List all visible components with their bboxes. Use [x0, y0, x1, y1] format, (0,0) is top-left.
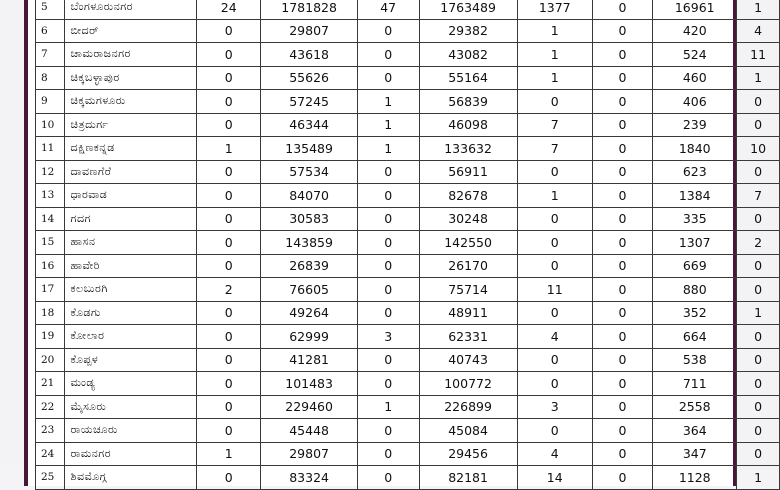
table-row: [36, 90, 780, 114]
data-cell: 29807: [261, 19, 357, 43]
table-row: [36, 442, 780, 466]
data-cell: 75714: [419, 278, 517, 302]
row-number: 9: [36, 90, 65, 114]
data-cell: 46098: [419, 113, 517, 137]
district-name: ಚಿಕ್ಕಬಳ್ಳಾಪುರ: [64, 66, 197, 90]
data-cell: 62999: [261, 325, 357, 349]
district-name: ಧಾರವಾಡ: [64, 184, 197, 208]
data-cell: 0: [357, 466, 419, 490]
data-cell: 0: [357, 278, 419, 302]
data-cell: 0: [357, 231, 419, 255]
data-cell: 0: [737, 90, 780, 114]
data-cell: 45084: [419, 419, 517, 443]
data-cell: 0: [197, 231, 261, 255]
data-cell: 711: [653, 372, 737, 396]
data-cell: 0: [592, 0, 653, 19]
district-name: ಮೈಸೂರು: [64, 395, 197, 419]
data-cell: 4: [517, 325, 592, 349]
row-number: 22: [36, 395, 65, 419]
data-cell: 1384: [653, 184, 737, 208]
data-cell: 1: [357, 395, 419, 419]
data-cell: 0: [357, 19, 419, 43]
data-cell: 0: [517, 90, 592, 114]
data-cell: 0: [197, 419, 261, 443]
table-row: [36, 184, 780, 208]
data-cell: 14: [517, 466, 592, 490]
data-cell: 0: [197, 184, 261, 208]
table-row: [36, 395, 780, 419]
row-number: 25: [36, 466, 65, 490]
data-cell: 1377: [517, 0, 592, 19]
data-cell: 0: [197, 207, 261, 231]
data-cell: 352: [653, 301, 737, 325]
row-number: 16: [36, 254, 65, 278]
data-cell: 26839: [261, 254, 357, 278]
data-cell: 1: [357, 90, 419, 114]
data-cell: 11: [517, 278, 592, 302]
data-cell: 1: [737, 0, 780, 19]
district-name: ದಾವಣಗೆರೆ: [64, 160, 197, 184]
data-cell: 0: [737, 207, 780, 231]
data-cell: 30248: [419, 207, 517, 231]
data-cell: 0: [592, 66, 653, 90]
district-name: ಕಲಬುರಗಿ: [64, 278, 197, 302]
data-cell: 0: [197, 160, 261, 184]
data-cell: 1: [197, 137, 261, 161]
table-row: [36, 278, 780, 302]
data-cell: 1128: [653, 466, 737, 490]
data-cell: 420: [653, 19, 737, 43]
data-cell: 0: [197, 66, 261, 90]
data-cell: 0: [737, 395, 780, 419]
data-cell: 880: [653, 278, 737, 302]
data-cell: 43618: [261, 43, 357, 67]
data-cell: 0: [197, 348, 261, 372]
data-cell: 0: [517, 160, 592, 184]
data-cell: 0: [592, 184, 653, 208]
data-cell: 0: [592, 372, 653, 396]
row-number: 6: [36, 19, 65, 43]
data-cell: 2558: [653, 395, 737, 419]
district-name: ಚಾಮರಾಜನಗರ: [64, 43, 197, 67]
data-cell: 0: [357, 301, 419, 325]
data-cell: 57245: [261, 90, 357, 114]
data-cell: 1840: [653, 137, 737, 161]
data-cell: 100772: [419, 372, 517, 396]
district-covid-table: [35, 0, 780, 490]
data-cell: 0: [592, 90, 653, 114]
row-number: 19: [36, 325, 65, 349]
data-cell: 10: [737, 137, 780, 161]
row-number: 21: [36, 372, 65, 396]
data-cell: 56911: [419, 160, 517, 184]
data-cell: 0: [737, 372, 780, 396]
data-cell: 0: [357, 419, 419, 443]
table-row: [36, 160, 780, 184]
data-cell: 4: [737, 19, 780, 43]
data-cell: 82181: [419, 466, 517, 490]
data-cell: 29456: [419, 442, 517, 466]
table-row: [36, 466, 780, 490]
row-number: 24: [36, 442, 65, 466]
table-row: [36, 0, 780, 19]
table-row: [36, 301, 780, 325]
data-cell: 0: [737, 442, 780, 466]
data-cell: 48911: [419, 301, 517, 325]
data-cell: 3: [517, 395, 592, 419]
data-cell: 57534: [261, 160, 357, 184]
data-cell: 0: [592, 160, 653, 184]
data-cell: 0: [517, 254, 592, 278]
data-cell: 0: [592, 301, 653, 325]
district-name: ಬೀದರ್: [64, 19, 197, 43]
data-cell: 24: [197, 0, 261, 19]
district-name: ಶಿವಮೊಗ್ಗ: [64, 466, 197, 490]
data-cell: 524: [653, 43, 737, 67]
data-cell: 43082: [419, 43, 517, 67]
data-cell: 0: [592, 113, 653, 137]
row-number: 18: [36, 301, 65, 325]
data-cell: 142550: [419, 231, 517, 255]
data-cell: 1: [197, 442, 261, 466]
data-cell: 0: [517, 372, 592, 396]
data-cell: 11: [737, 43, 780, 67]
table-row: [36, 254, 780, 278]
data-cell: 664: [653, 325, 737, 349]
table-row: [36, 43, 780, 67]
table-row: [36, 348, 780, 372]
data-cell: 0: [737, 348, 780, 372]
data-cell: 226899: [419, 395, 517, 419]
district-name: ಗದಗ: [64, 207, 197, 231]
data-cell: 0: [517, 348, 592, 372]
data-cell: 0: [357, 43, 419, 67]
data-cell: 0: [517, 301, 592, 325]
data-cell: 0: [197, 372, 261, 396]
row-number: 12: [36, 160, 65, 184]
data-cell: 0: [737, 419, 780, 443]
data-cell: 47: [357, 0, 419, 19]
data-cell: 0: [737, 254, 780, 278]
data-cell: 1: [737, 66, 780, 90]
row-number: 15: [36, 231, 65, 255]
district-name: ರಾಮನಗರ: [64, 442, 197, 466]
district-name: ಹಾಸನ: [64, 231, 197, 255]
data-cell: 0: [197, 325, 261, 349]
data-cell: 239: [653, 113, 737, 137]
data-cell: 0: [592, 442, 653, 466]
row-number: 23: [36, 419, 65, 443]
data-cell: 0: [197, 113, 261, 137]
data-cell: 76605: [261, 278, 357, 302]
table-row: [36, 419, 780, 443]
row-number: 10: [36, 113, 65, 137]
data-cell: 229460: [261, 395, 357, 419]
data-cell: 0: [592, 348, 653, 372]
data-cell: 1: [737, 301, 780, 325]
district-name: ಕೊಡಗು: [64, 301, 197, 325]
data-cell: 7: [517, 137, 592, 161]
data-cell: 133632: [419, 137, 517, 161]
data-cell: 0: [357, 372, 419, 396]
data-cell: 0: [737, 278, 780, 302]
data-cell: 1781828: [261, 0, 357, 19]
data-cell: 0: [357, 348, 419, 372]
data-cell: 84070: [261, 184, 357, 208]
data-cell: 0: [592, 231, 653, 255]
data-cell: 0: [737, 160, 780, 184]
data-cell: 1: [517, 66, 592, 90]
data-cell: 41281: [261, 348, 357, 372]
data-cell: 0: [737, 325, 780, 349]
data-cell: 0: [517, 231, 592, 255]
data-cell: 0: [592, 137, 653, 161]
data-cell: 0: [592, 466, 653, 490]
data-cell: 1: [517, 19, 592, 43]
data-cell: 0: [592, 419, 653, 443]
data-cell: 49264: [261, 301, 357, 325]
data-cell: 83324: [261, 466, 357, 490]
data-cell: 0: [357, 254, 419, 278]
district-name: ಮಂಡ್ಯ: [64, 372, 197, 396]
data-cell: 538: [653, 348, 737, 372]
row-number: 14: [36, 207, 65, 231]
data-cell: 0: [197, 90, 261, 114]
district-name: ಹಾವೇರಿ: [64, 254, 197, 278]
data-cell: 143859: [261, 231, 357, 255]
data-cell: 0: [357, 207, 419, 231]
data-cell: 1763489: [419, 0, 517, 19]
data-cell: 0: [592, 254, 653, 278]
data-cell: 0: [517, 207, 592, 231]
data-cell: 1: [357, 113, 419, 137]
row-number: 11: [36, 137, 65, 161]
row-number: 17: [36, 278, 65, 302]
data-cell: 623: [653, 160, 737, 184]
table-row: [36, 19, 780, 43]
table-row: [36, 231, 780, 255]
district-name: ಕೋಲಾರ: [64, 325, 197, 349]
data-cell: 29807: [261, 442, 357, 466]
row-number: 5: [36, 0, 65, 19]
data-cell: 0: [592, 43, 653, 67]
data-cell: 29382: [419, 19, 517, 43]
data-cell: 0: [197, 43, 261, 67]
data-cell: 0: [197, 19, 261, 43]
data-cell: 3: [357, 325, 419, 349]
data-cell: 0: [592, 19, 653, 43]
data-cell: 364: [653, 419, 737, 443]
data-cell: 669: [653, 254, 737, 278]
data-cell: 135489: [261, 137, 357, 161]
district-name: ಚಿತ್ರದುರ್ಗ: [64, 113, 197, 137]
data-cell: 55626: [261, 66, 357, 90]
data-cell: 1: [737, 466, 780, 490]
data-cell: 0: [592, 395, 653, 419]
district-name: ದಕ್ಷಿಣಕನ್ನಡ: [64, 137, 197, 161]
row-number: 20: [36, 348, 65, 372]
data-cell: 0: [737, 113, 780, 137]
data-cell: 1: [517, 43, 592, 67]
data-cell: 1: [517, 184, 592, 208]
data-cell: 2: [737, 231, 780, 255]
data-cell: 0: [197, 466, 261, 490]
data-cell: 4: [517, 442, 592, 466]
data-cell: 7: [737, 184, 780, 208]
data-cell: 0: [357, 442, 419, 466]
row-number: 13: [36, 184, 65, 208]
data-cell: 7: [517, 113, 592, 137]
table-row: [36, 113, 780, 137]
data-cell: 0: [197, 395, 261, 419]
data-cell: 26170: [419, 254, 517, 278]
table-row: [36, 137, 780, 161]
data-cell: 62331: [419, 325, 517, 349]
data-cell: 45448: [261, 419, 357, 443]
data-cell: 0: [592, 207, 653, 231]
data-cell: 335: [653, 207, 737, 231]
data-cell: 40743: [419, 348, 517, 372]
table-row: [36, 372, 780, 396]
data-cell: 56839: [419, 90, 517, 114]
data-cell: 46344: [261, 113, 357, 137]
data-cell: 0: [517, 419, 592, 443]
district-name: ಚಿಕ್ಕಮಗಳೂರು: [64, 90, 197, 114]
data-cell: 30583: [261, 207, 357, 231]
data-cell: 0: [357, 160, 419, 184]
district-name: ರಾಯಚೂರು: [64, 419, 197, 443]
row-number: 8: [36, 66, 65, 90]
data-cell: 0: [357, 66, 419, 90]
data-cell: 1: [357, 137, 419, 161]
table-row: [36, 207, 780, 231]
data-cell: 82678: [419, 184, 517, 208]
table-body: [36, 0, 780, 489]
data-cell: 101483: [261, 372, 357, 396]
data-cell: 0: [592, 278, 653, 302]
data-cell: 0: [357, 184, 419, 208]
district-name: ಬೆಂಗಳೂರುನಗರ: [64, 0, 197, 19]
data-cell: 347: [653, 442, 737, 466]
district-name: ಕೊಪ್ಪಳ: [64, 348, 197, 372]
row-number: 7: [36, 43, 65, 67]
data-cell: 0: [592, 325, 653, 349]
data-cell: 2: [197, 278, 261, 302]
data-cell: 406: [653, 90, 737, 114]
data-cell: 16961: [653, 0, 737, 19]
data-cell: 0: [197, 254, 261, 278]
data-cell: 55164: [419, 66, 517, 90]
data-cell: 460: [653, 66, 737, 90]
data-cell: 1307: [653, 231, 737, 255]
table-row: [36, 66, 780, 90]
table-row: [36, 325, 780, 349]
data-cell: 0: [197, 301, 261, 325]
